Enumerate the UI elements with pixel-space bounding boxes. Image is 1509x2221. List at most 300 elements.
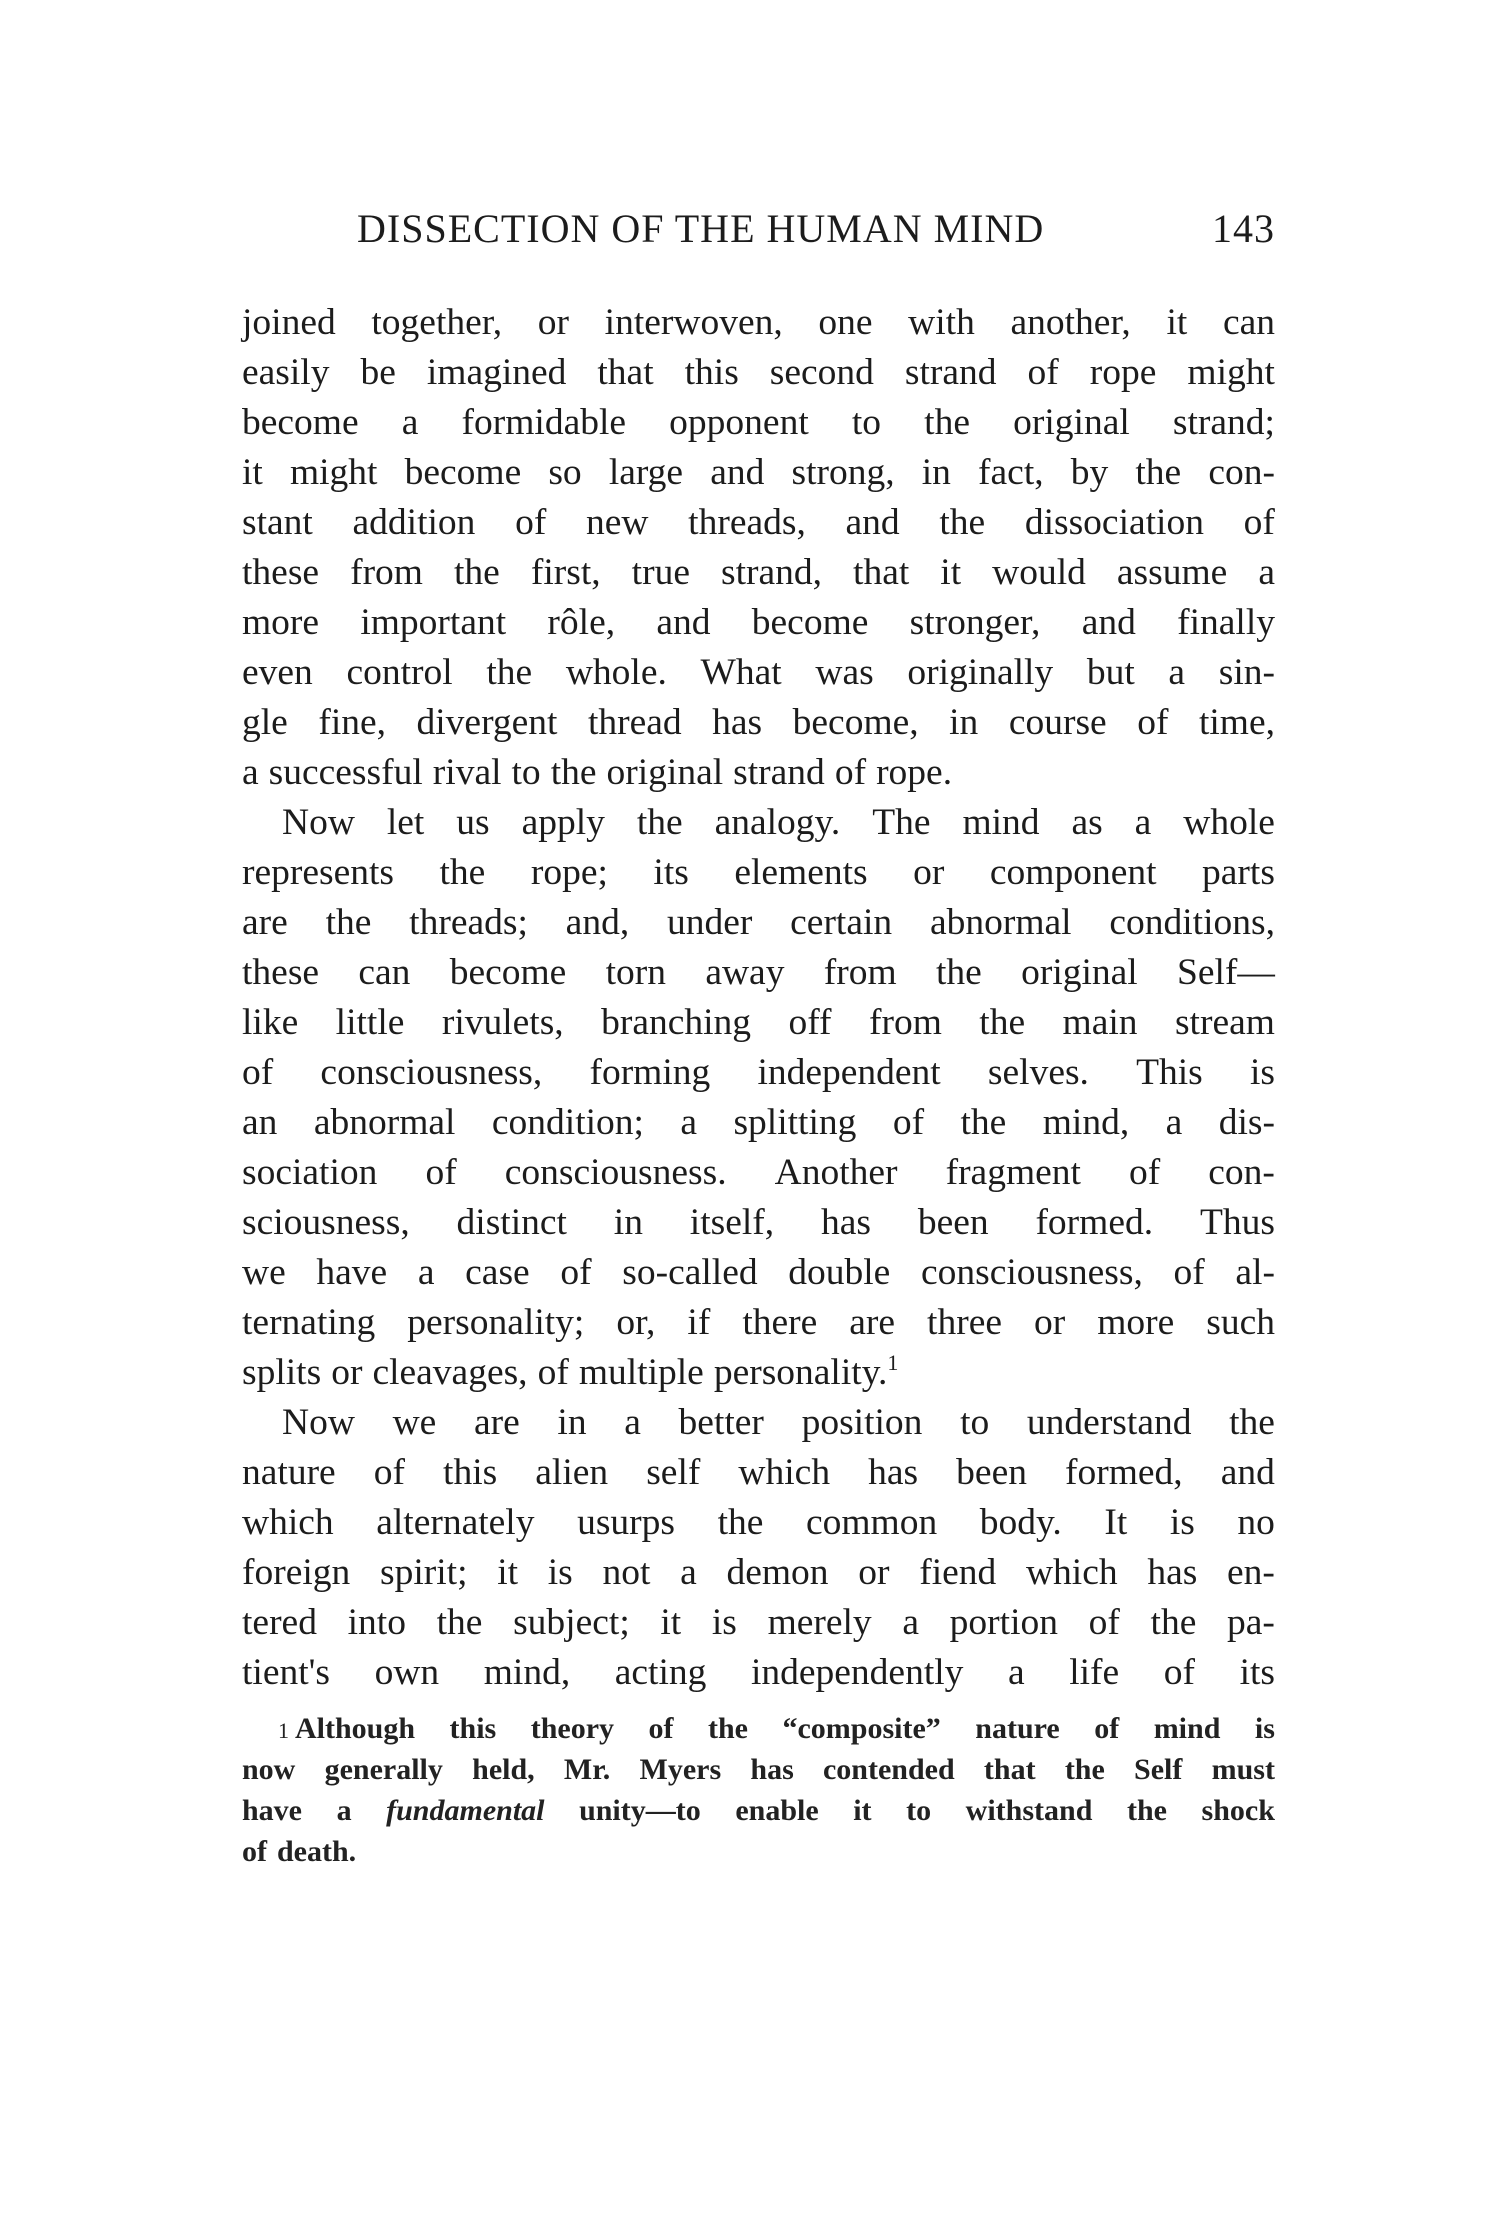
word: dis- <box>1218 1102 1275 1143</box>
body-line <box>242 948 1275 998</box>
word: torn <box>605 952 667 993</box>
word: originally <box>907 652 1054 693</box>
word: has <box>1147 1552 1198 1593</box>
word: of <box>242 1052 274 1093</box>
word: become <box>449 952 567 993</box>
word: consciousness, <box>921 1252 1143 1293</box>
word: to <box>511 752 541 793</box>
word: generally <box>324 1753 443 1786</box>
body-line <box>242 298 1275 348</box>
word: condition; <box>491 1102 644 1143</box>
word: a <box>624 1402 641 1443</box>
word: to <box>960 1402 990 1443</box>
word: control <box>346 652 453 693</box>
word: portion <box>949 1602 1058 1643</box>
word: or <box>913 852 945 893</box>
word: better <box>678 1402 764 1443</box>
word: Myers <box>639 1753 722 1786</box>
word: conditions, <box>1109 902 1275 943</box>
word: and, <box>565 902 630 943</box>
word: and <box>1220 1452 1275 1493</box>
word: en- <box>1227 1552 1275 1593</box>
word: alternately <box>376 1502 535 1543</box>
word: threads; <box>409 902 528 943</box>
word: is <box>1249 1052 1275 1093</box>
word: even <box>242 652 313 693</box>
word: formed. <box>1035 1202 1154 1243</box>
word: and <box>656 602 711 643</box>
word: spirit; <box>380 1552 468 1593</box>
word: independently <box>750 1652 964 1693</box>
word: of <box>560 1252 592 1293</box>
word: of <box>425 1152 457 1193</box>
word: is <box>1169 1502 1195 1543</box>
word: a <box>1165 1102 1183 1143</box>
body-line <box>242 1298 1275 1348</box>
word: and <box>710 452 765 493</box>
word: usurps <box>577 1502 675 1543</box>
body-line <box>242 748 1275 798</box>
word: become <box>404 452 522 493</box>
word: the <box>636 802 683 843</box>
word: elements <box>734 852 868 893</box>
word: the <box>935 952 982 993</box>
word: subject; <box>513 1602 630 1643</box>
word: It <box>1104 1502 1128 1543</box>
word: it <box>242 452 263 493</box>
word: so <box>548 452 582 493</box>
word: imagined <box>426 352 567 393</box>
word: a <box>1007 1652 1025 1693</box>
body-text <box>242 298 1275 1698</box>
body-line <box>242 998 1275 1048</box>
word: case <box>465 1252 530 1293</box>
word: is <box>1254 1712 1275 1745</box>
word: and <box>845 502 900 543</box>
body-line <box>242 348 1275 398</box>
body-line <box>242 1598 1275 1648</box>
word: has <box>868 1452 919 1493</box>
word: “composite” <box>782 1712 941 1745</box>
word: The <box>872 802 931 843</box>
word: Although <box>295 1712 416 1745</box>
word: the <box>1150 1602 1197 1643</box>
word: been <box>917 1202 989 1243</box>
word: What <box>700 652 782 693</box>
body-line <box>242 1148 1275 1198</box>
body-line <box>242 598 1275 648</box>
word: or <box>537 302 570 343</box>
word: it <box>497 1552 519 1593</box>
word: personality; <box>407 1302 585 1343</box>
word: strand; <box>1172 402 1275 443</box>
word: Mr. <box>563 1753 611 1786</box>
footnote-line <box>242 1708 1275 1749</box>
word: stream <box>1174 1002 1275 1043</box>
word: the <box>939 502 986 543</box>
word: become <box>751 602 869 643</box>
word: in <box>557 1402 587 1443</box>
word: rôle, <box>547 602 616 643</box>
word: which <box>738 1452 831 1493</box>
word: sin- <box>1218 652 1275 693</box>
word: from <box>350 552 423 593</box>
body-line <box>242 398 1275 448</box>
page-number: 143 <box>1212 206 1275 251</box>
word: large <box>608 452 684 493</box>
word: are <box>473 1402 520 1443</box>
word: parts <box>1202 852 1275 893</box>
word: are <box>242 902 288 943</box>
word: these <box>242 952 320 993</box>
body-line <box>242 1198 1275 1248</box>
word: common <box>805 1502 938 1543</box>
word: or <box>858 1552 890 1593</box>
word: we <box>242 1252 286 1293</box>
word: Another <box>774 1152 898 1193</box>
word: nature <box>975 1712 1060 1745</box>
word: the <box>717 1502 764 1543</box>
word: which <box>242 1502 334 1543</box>
word: successful <box>268 752 423 793</box>
word: threads, <box>688 502 806 543</box>
word: first, <box>530 552 601 593</box>
word: from <box>823 952 897 993</box>
word: strand <box>733 752 825 793</box>
word: merely <box>767 1602 872 1643</box>
word: might <box>1187 352 1275 393</box>
word: into <box>347 1602 406 1643</box>
word: an <box>242 1102 278 1143</box>
word: to <box>851 402 882 443</box>
word: or <box>331 1352 363 1393</box>
word: let <box>386 802 425 843</box>
word: distinct <box>456 1202 567 1243</box>
word: this <box>443 1452 498 1493</box>
word: strand <box>904 352 997 393</box>
word: important <box>360 602 507 643</box>
word: this <box>449 1712 497 1745</box>
word: has <box>820 1202 871 1243</box>
running-head: DISSECTION OF THE HUMAN MIND <box>357 206 1045 251</box>
word: rivulets, <box>441 1002 564 1043</box>
word: pa- <box>1227 1602 1275 1643</box>
word: theory <box>530 1712 615 1745</box>
word: in <box>921 452 951 493</box>
footnote-ref: 1 <box>887 1350 899 1375</box>
word: consciousness, <box>320 1052 543 1093</box>
word: are <box>849 1302 896 1343</box>
word: mind, <box>1042 1102 1130 1143</box>
word: sociation <box>242 1152 378 1193</box>
word: whole <box>1183 802 1275 843</box>
word: of <box>648 1712 674 1745</box>
word: with <box>908 302 975 343</box>
body-line <box>242 1548 1275 1598</box>
body-line <box>242 1648 1275 1698</box>
word: can <box>358 952 411 993</box>
body-line <box>242 848 1275 898</box>
word: demon <box>726 1552 829 1593</box>
body-line <box>242 698 1275 748</box>
word: of <box>1027 352 1059 393</box>
word: Now <box>282 802 355 843</box>
word: represents <box>242 852 395 893</box>
word: strong, <box>791 452 895 493</box>
word: Now <box>282 1402 355 1443</box>
footnote-marker: 1 <box>278 1718 289 1743</box>
word: divergent <box>416 702 558 743</box>
word: no <box>1237 1502 1275 1543</box>
body-line <box>242 548 1275 598</box>
word: course <box>1008 702 1107 743</box>
word: more <box>1097 1302 1175 1343</box>
word: a <box>1168 652 1186 693</box>
word: the <box>550 752 597 793</box>
word: or <box>1033 1302 1066 1343</box>
word: sciousness, <box>242 1202 410 1243</box>
footnote-line <box>242 1790 1275 1831</box>
word: have <box>316 1252 388 1293</box>
word: little <box>335 1002 405 1043</box>
word: fiend <box>919 1552 997 1593</box>
word: together, <box>371 302 503 343</box>
word: been <box>956 1452 1027 1493</box>
word: under <box>666 902 753 943</box>
word: away <box>705 952 785 993</box>
word: selves. <box>987 1052 1089 1093</box>
word: which <box>1025 1552 1118 1593</box>
word: the <box>436 1602 483 1643</box>
word: that <box>983 1753 1036 1786</box>
word: we <box>392 1402 437 1443</box>
word: itself, <box>689 1202 775 1243</box>
body-line <box>242 498 1275 548</box>
word: as <box>1071 802 1103 843</box>
word: rope. <box>876 752 953 793</box>
word: held, <box>472 1753 535 1786</box>
word: life <box>1069 1652 1120 1693</box>
word: this <box>684 352 739 393</box>
word: by <box>1070 452 1109 493</box>
word: fine, <box>318 702 387 743</box>
word: true <box>631 552 690 593</box>
word: the <box>924 402 970 443</box>
word: is <box>711 1602 737 1643</box>
word: the <box>1064 1753 1105 1786</box>
word: has <box>750 1753 794 1786</box>
body-line <box>242 898 1275 948</box>
word: abnormal <box>313 1102 456 1143</box>
word: its <box>653 852 689 893</box>
word: or, <box>616 1302 656 1343</box>
word: strand, <box>720 552 823 593</box>
word: one <box>818 302 873 343</box>
word: original <box>606 752 724 793</box>
word: off <box>788 1002 832 1043</box>
word: rival <box>432 752 502 793</box>
word: of <box>373 1452 405 1493</box>
footnote-line <box>242 1831 1275 1872</box>
word: there <box>742 1302 818 1343</box>
word: death. <box>277 1835 357 1868</box>
word: double <box>788 1252 891 1293</box>
word: second <box>769 352 874 393</box>
word: analogy. <box>714 802 841 843</box>
word: it <box>660 1602 682 1643</box>
word: finally <box>1177 602 1275 643</box>
word: of <box>1128 1152 1161 1193</box>
word: rope <box>1089 352 1157 393</box>
word: abnormal <box>929 902 1072 943</box>
word: personality. <box>713 1352 888 1393</box>
word: independent <box>757 1052 941 1093</box>
word: fact, <box>978 452 1044 493</box>
word: shock <box>1201 1794 1275 1827</box>
body-line <box>242 1448 1275 1498</box>
word: a <box>417 1252 435 1293</box>
word: its <box>1239 1652 1275 1693</box>
word: body. <box>979 1502 1062 1543</box>
word: might <box>289 452 378 493</box>
word: fragment <box>945 1152 1081 1193</box>
word: original <box>1021 952 1138 993</box>
word: is <box>547 1552 573 1593</box>
word: whole. <box>565 652 667 693</box>
word: of <box>242 1835 267 1868</box>
word: if <box>687 1302 711 1343</box>
word: more <box>242 602 320 643</box>
word: position <box>801 1402 923 1443</box>
word: of <box>1094 1712 1120 1745</box>
word: certain <box>790 902 893 943</box>
word: formed, <box>1065 1452 1183 1493</box>
word: foreign <box>242 1552 351 1593</box>
word: and <box>1081 602 1136 643</box>
word: ternating <box>242 1302 376 1343</box>
body-line <box>242 1048 1275 1098</box>
word: al- <box>1235 1252 1275 1293</box>
word: so-called <box>622 1252 758 1293</box>
word: alien <box>535 1452 609 1493</box>
word: tered <box>242 1602 317 1643</box>
word: can <box>1222 302 1275 343</box>
word: of <box>1163 1652 1195 1693</box>
word: a <box>680 1102 698 1143</box>
word: understand <box>1026 1402 1192 1443</box>
body-line <box>242 1498 1275 1548</box>
word: of <box>834 752 867 793</box>
word: forming <box>589 1052 711 1093</box>
word: the <box>439 852 486 893</box>
word: con- <box>1208 1152 1275 1193</box>
word: new <box>586 502 649 543</box>
body-line <box>242 1398 1275 1448</box>
word: acting <box>614 1652 707 1693</box>
word: in <box>949 702 979 743</box>
word: formidable <box>461 402 627 443</box>
word: of <box>537 1352 569 1393</box>
word: interwoven, <box>604 302 783 343</box>
word: Self <box>1134 1753 1183 1786</box>
word: the <box>1135 452 1182 493</box>
word: a <box>902 1602 919 1643</box>
word: cleavages, <box>372 1352 528 1393</box>
word: be <box>360 352 396 393</box>
word: a <box>1134 802 1152 843</box>
word: the <box>1126 1794 1167 1827</box>
word: the <box>325 902 372 943</box>
word: apply <box>521 802 605 843</box>
word: a <box>401 402 419 443</box>
word: that <box>597 352 654 393</box>
word: opponent <box>669 402 809 443</box>
body-line <box>242 1248 1275 1298</box>
word: splitting <box>733 1102 857 1143</box>
body-line <box>242 1098 1275 1148</box>
word: gle <box>242 702 288 743</box>
word: original <box>1013 402 1130 443</box>
word: the <box>486 652 533 693</box>
word: component <box>989 852 1157 893</box>
word: mind <box>962 802 1040 843</box>
word: branching <box>601 1002 752 1043</box>
word: would <box>992 552 1086 593</box>
word: but <box>1086 652 1135 693</box>
word: consciousness. <box>504 1152 727 1193</box>
footnote <box>242 1708 1275 1872</box>
word: these <box>242 552 320 593</box>
word: have <box>242 1794 302 1827</box>
word: own <box>374 1652 440 1693</box>
word: stant <box>242 502 313 543</box>
word-with-footnote-ref <box>714 1348 899 1398</box>
word: another, <box>1010 302 1131 343</box>
word: of <box>1137 702 1169 743</box>
word: tient's <box>242 1652 331 1693</box>
word: withstand <box>965 1794 1093 1827</box>
word: become, <box>792 702 919 743</box>
word: it <box>853 1794 872 1827</box>
word: the <box>1229 1402 1275 1443</box>
word: of <box>1173 1252 1205 1293</box>
word: like <box>242 1002 299 1043</box>
word: multiple <box>578 1352 704 1393</box>
word: such <box>1206 1302 1275 1343</box>
word: of <box>1088 1602 1120 1643</box>
word: the <box>960 1102 1007 1143</box>
word: assume <box>1116 552 1228 593</box>
word: fundamental <box>386 1794 545 1827</box>
word: con- <box>1208 452 1275 493</box>
word: now <box>242 1753 296 1786</box>
word: a <box>1258 552 1275 593</box>
body-line <box>242 448 1275 498</box>
word: mind <box>1153 1712 1221 1745</box>
word: dissociation <box>1024 502 1204 543</box>
body-line <box>242 798 1275 848</box>
word: joined <box>242 302 336 343</box>
word: in <box>613 1202 643 1243</box>
body-line <box>242 648 1275 698</box>
word: not <box>602 1552 651 1593</box>
word: of <box>1243 502 1275 543</box>
word: a <box>242 752 259 793</box>
word: to <box>906 1794 932 1827</box>
word: time, <box>1198 702 1275 743</box>
word: stronger, <box>909 602 1041 643</box>
word: a <box>680 1552 697 1593</box>
